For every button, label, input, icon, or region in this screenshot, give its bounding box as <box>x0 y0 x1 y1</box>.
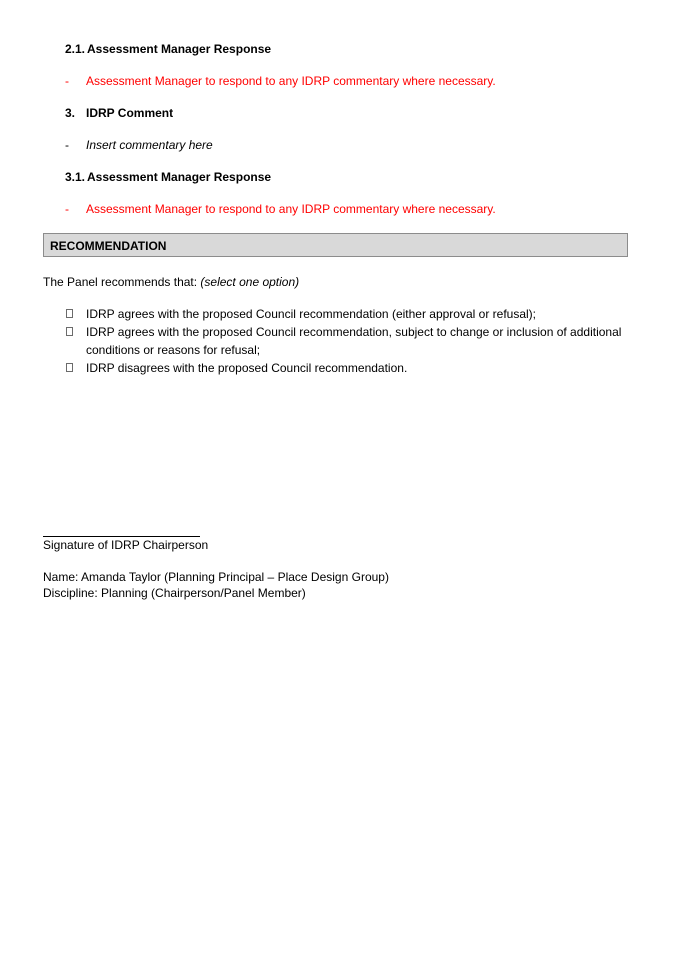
section-3-heading <box>65 106 173 120</box>
section-2-1-text: Assessment Manager to respond to any IDRP commentary where necessary. <box>86 74 496 88</box>
signatory-discipline: Discipline: Planning (Chairperson/Panel Member) <box>43 586 306 600</box>
signatory-name: Name: Amanda Taylor (Planning Principal – Place Design Group) <box>43 570 389 584</box>
recommendation-title: RECOMMENDATION <box>50 239 167 253</box>
section-3-dash: - <box>65 138 69 152</box>
signature-caption: Signature of IDRP Chairperson <box>43 538 209 552</box>
option-3-label: IDRP disagrees with the proposed Council recommendation. <box>86 361 408 375</box>
section-3-text: Insert commentary here <box>86 138 213 152</box>
section-2-1-heading <box>65 42 271 56</box>
option-2-label-line2: conditions or reasons for refusal; <box>86 343 261 357</box>
section-number: 3.1. <box>65 170 86 184</box>
option-2-checkbox[interactable] <box>66 327 73 336</box>
option-3-checkbox[interactable] <box>66 363 73 372</box>
recommendation-intro <box>43 275 299 289</box>
section-number: 3. <box>65 106 76 120</box>
section-3-1-heading <box>65 170 271 184</box>
section-number: 2.1. <box>65 42 86 56</box>
option-1-checkbox[interactable] <box>66 309 73 318</box>
section-title: Assessment Manager Response <box>87 170 272 184</box>
section-3-1-text: Assessment Manager to respond to any IDRP commentary where necessary. <box>86 202 496 216</box>
section-2-1-dash: - <box>65 74 69 88</box>
recommendation-header <box>43 233 628 257</box>
intro-text: The Panel recommends that: <box>43 275 198 289</box>
section-title: IDRP Comment <box>86 106 174 120</box>
option-1-label: IDRP agrees with the proposed Council recommendation (either approval or refusal); <box>86 307 537 321</box>
option-2-label-line1: IDRP agrees with the proposed Council recommendation, subject to change or inclusion of additional <box>86 325 622 339</box>
section-3-1-dash: - <box>65 202 69 216</box>
signature-line <box>43 536 200 537</box>
intro-note: (select one option) <box>200 275 300 289</box>
section-title: Assessment Manager Response <box>87 42 272 56</box>
